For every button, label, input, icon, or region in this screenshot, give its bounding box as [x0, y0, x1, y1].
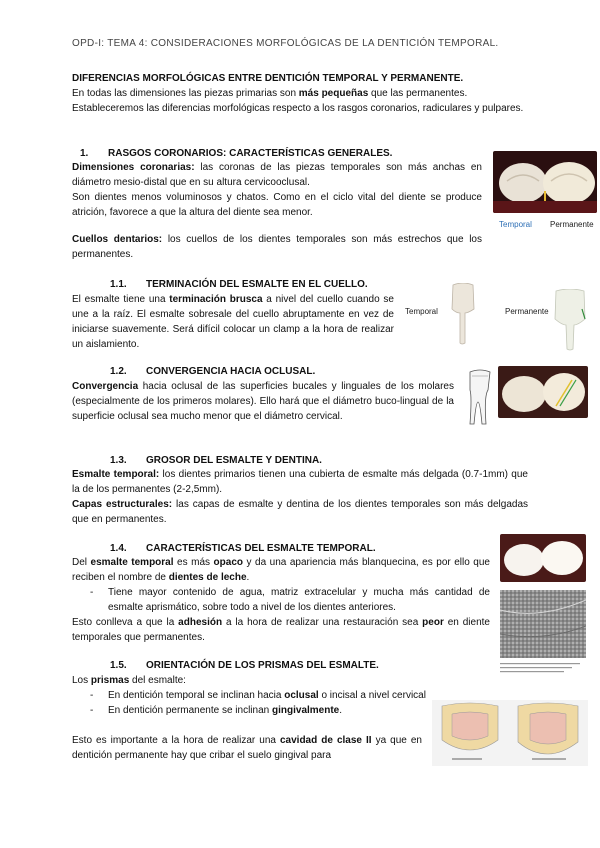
section-1-body — [72, 160, 482, 220]
section-1-2-heading: 1.2. CONVERGENCIA HACIA OCLUSAL. — [110, 366, 316, 377]
fig1-label-temporal: Temporal — [499, 220, 532, 229]
cavidad-paragraph: Esto es importante a la hora de realizar una cavidad de clase II ya que en dentición permanente hay que cribar el suelo gingival para — [72, 735, 422, 761]
section-1-3-heading: 1.3. GROSOR DEL ESMALTE Y DENTINA. — [110, 455, 322, 466]
section-1-5-body — [72, 673, 432, 718]
molar-convergence-drawing — [466, 366, 494, 428]
intro-section — [72, 71, 528, 116]
section-1-1-heading: 1.1. TERMINACIÓN DEL ESMALTE EN EL CUELLO. — [110, 279, 368, 290]
fig2-label-temporal: Temporal — [405, 307, 438, 316]
section-1-4-body — [72, 555, 490, 645]
list-item: - En dentición temporal se inclinan hacia oclusal o incisal a nivel cervical — [90, 690, 426, 701]
dimensiones-paragraph: Dimensiones coronarias: las coronas de las piezas temporales son más anchas en diámetro mesio-distal que en su altura cervicooclusal. — [72, 162, 482, 188]
capas-estructurales-paragraph: Capas estructurales: las capas de esmalte y dentina de los dientes temporales son más delgadas que en permanentes. — [72, 499, 528, 525]
intro-paragraph-1: En todas las dimensiones las piezas primarias son más pequeñas que las permanentes. — [72, 88, 468, 99]
dimensiones-paragraph-2: Son dientes menos voluminosos y chatos. Como en el ciclo vital del diente se produce atrición, favorece a que la altura del diente sea menor. — [72, 192, 482, 218]
micrograph-caption — [500, 661, 586, 675]
adhesion-paragraph: Esto conlleva a que la adhesión a la hora de realizar una restauración sea peor en diente temporales que permanentes. — [72, 617, 490, 643]
section-1-2-body: Convergencia hacia oclusal de las superficies bucales y linguales de los molares (especialmente de los primeros molares). Ello hará que el diámetro buco-lingual de la superficie oclusal sea mucho menor que el diámetro cervical. — [72, 381, 454, 422]
temporal-tooth-image — [448, 283, 478, 345]
esmalte-bullet-list — [72, 585, 490, 615]
milk-teeth-photo — [500, 534, 586, 582]
fig2-label-permanente: Permanente — [505, 307, 549, 316]
molars-comparison-photo — [493, 151, 597, 213]
fig1-label-permanente: Permanente — [550, 220, 594, 229]
esmalte-temporal-paragraph: Esmalte temporal: los dientes primarios tienen una cubierta de esmalte más delgada (0.7-1mm) que la de los permanentes (2-2,5mm). — [72, 469, 528, 495]
enamel-prisms-diagram — [432, 700, 588, 766]
intro-paragraph-2: Estableceremos las diferencias morfológicas respecto a los rasgos coronarios, radiculares y pulpares. — [72, 103, 524, 114]
list-item: - Tiene mayor contenido de agua, matriz extracelular y mucha más cantidad de esmalte aprismático, sobre todo a nivel de los dientes anteriores. — [90, 587, 490, 613]
section-1-1-body: El esmalte tiene una terminación brusca a nivel del cuello cuando se une a la raíz. El esmalte sobresale del cuello abruptamente en vez de iniciarse suavemente. Será difícil colocar un clamp a la hora de realizar un aislamiento. — [72, 294, 394, 350]
aprismatic-enamel-micrograph — [500, 590, 586, 658]
section-1-5-heading: 1.5. ORIENTACIÓN DE LOS PRISMAS DEL ESMALTE. — [110, 660, 379, 671]
prismas-list — [72, 688, 432, 718]
intro-title: DIFERENCIAS MORFOLÓGICAS ENTRE DENTICIÓN TEMPORAL Y PERMANENTE. — [72, 73, 464, 84]
permanent-tooth-image — [552, 289, 588, 351]
prismas-intro: Los prismas del esmalte: — [72, 675, 186, 686]
section-1-4-heading: 1.4. CARACTERÍSTICAS DEL ESMALTE TEMPORAL. — [110, 543, 376, 554]
molars-occlusal-photo — [498, 366, 588, 418]
section-1-3-body — [72, 467, 528, 527]
esmalte-opaco-paragraph: Del esmalte temporal es más opaco y da una apariencia más blanquecina, es por ello que reciben el nombre de dientes de leche. — [72, 557, 490, 583]
section-1-heading: 1. RASGOS CORONARIOS: CARACTERÍSTICAS GENERALES. — [80, 148, 393, 159]
cuellos-paragraph: Cuellos dentarios: los cuellos de los dientes temporales son más estrechos que los permanentes. — [72, 234, 482, 260]
page-header: OPD-I: TEMA 4: CONSIDERACIONES MORFOLÓGICAS DE LA DENTICIÓN TEMPORAL. — [72, 38, 499, 49]
list-item: - En dentición permanente se inclinan gingivalmente. — [90, 705, 343, 716]
